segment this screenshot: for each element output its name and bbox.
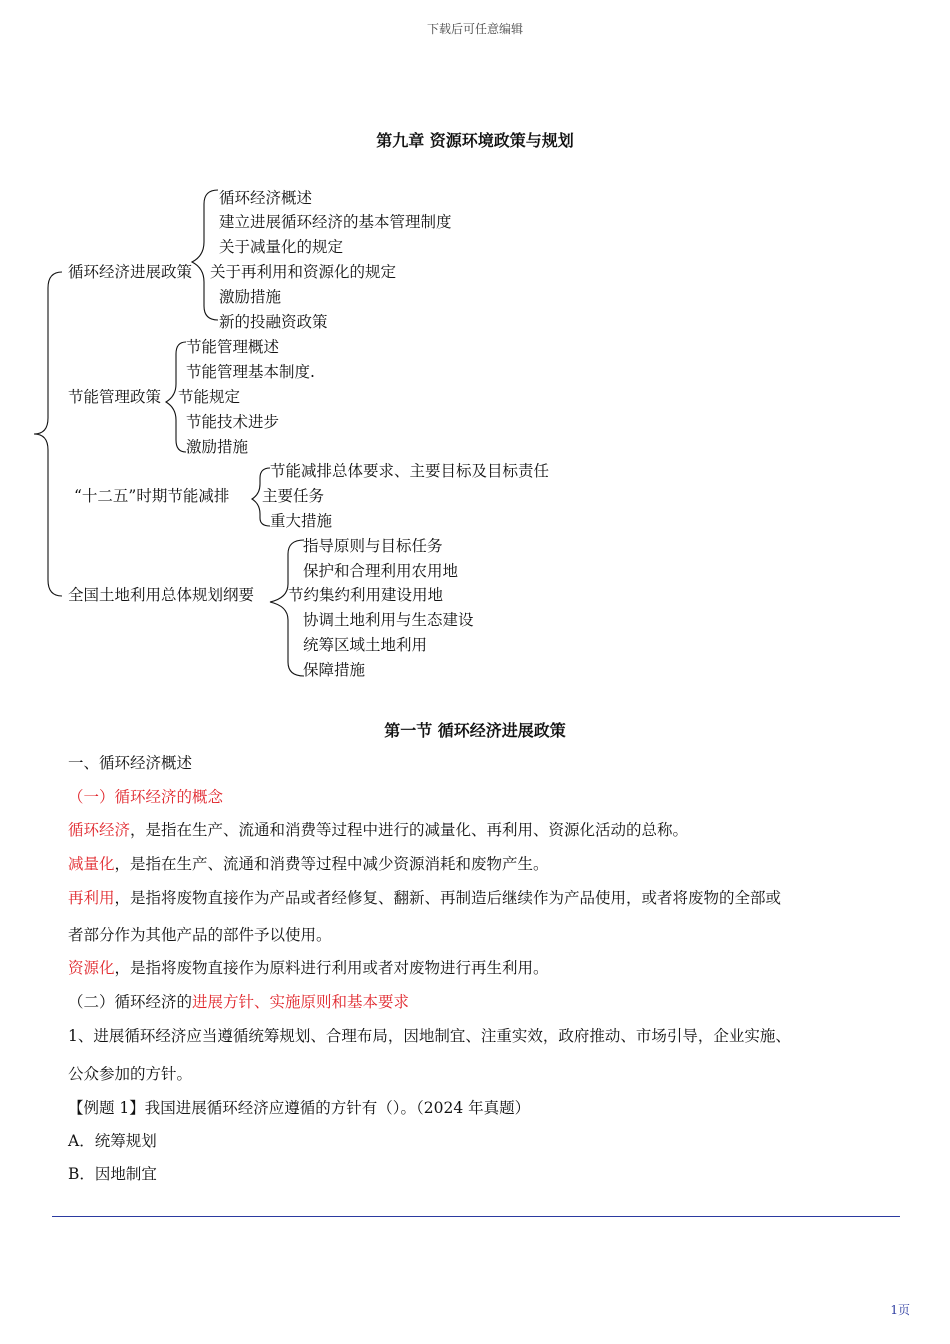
definition-reduction bbox=[68, 854, 549, 874]
group1-brace bbox=[192, 190, 218, 320]
tree-group1-item: 循环经济概述 bbox=[219, 189, 313, 207]
tree-group3-label: “十二五”时期节能减排 bbox=[74, 487, 230, 505]
tree-group2-item: 节能技术进步 bbox=[186, 413, 280, 431]
tree-group1-label: 循环经济进展政策 bbox=[68, 263, 193, 281]
main-brace bbox=[34, 272, 62, 596]
header-note: 下载后可任意编辑 bbox=[426, 22, 523, 36]
tree-group2-item: 节能管理概述 bbox=[186, 338, 280, 356]
tree-group3-item: 主要任务 bbox=[262, 487, 325, 505]
tree-group1-item: 关于减量化的规定 bbox=[219, 238, 344, 256]
definition-circular-economy bbox=[68, 820, 688, 840]
tree-group1-item: 建立进展循环经济的基本管理制度 bbox=[219, 213, 452, 231]
term: 资源化 bbox=[68, 959, 115, 977]
tree-group4-label: 全国土地利用总体规划纲要 bbox=[68, 586, 255, 604]
tree-group2-item: 节能规定 bbox=[178, 388, 241, 406]
term: 再利用 bbox=[68, 889, 115, 907]
tree-group3-item: 节能减排总体要求、主要目标及目标责任 bbox=[270, 462, 550, 480]
tree-group2-item: 节能管理基本制度. bbox=[186, 363, 315, 381]
definition-reuse bbox=[68, 888, 781, 908]
definition-text: ，是指在生产、流通和消费等过程中减少资源消耗和废物产生。 bbox=[114, 855, 549, 873]
option-a: A．统筹规划 bbox=[68, 1132, 157, 1150]
group4-brace bbox=[270, 540, 304, 676]
tree-group4-item: 保障措施 bbox=[303, 661, 366, 679]
chapter-title: 第九章 资源环境政策与规划 bbox=[376, 131, 574, 150]
section-title: 第一节 循环经济进展政策 bbox=[384, 721, 566, 740]
tree-group1-item: 新的投融资政策 bbox=[219, 313, 328, 331]
option-b: B．因地制宜 bbox=[68, 1165, 157, 1183]
tree-group4-item: 协调土地利用与生态建设 bbox=[303, 611, 474, 629]
term: 循环经济 bbox=[68, 821, 131, 839]
heading-highlight: 进展方针、实施原则和基本要求 bbox=[192, 993, 410, 1011]
definition-reuse-continued: 者部分作为其他产品的部件予以使用。 bbox=[68, 926, 332, 944]
tree-group1-item: 激励措施 bbox=[219, 288, 282, 306]
heading-1: 一、循环经济概述 bbox=[68, 754, 193, 772]
tree-group1-item: 关于再利用和资源化的规定 bbox=[210, 263, 397, 281]
example-question: 【例题 1】我国进展循环经济应遵循的方针有（）。（2024 年真题） bbox=[68, 1099, 531, 1117]
footer-rule bbox=[52, 1216, 900, 1217]
definition-text: ，是指将废物直接作为产品或者经修复、翻新、再制造后继续作为产品使用，或者将废物的全部或 bbox=[114, 889, 782, 907]
definition-text: ，是指在生产、流通和消费等过程中进行的减量化、再利用、资源化活动的总称。 bbox=[130, 821, 689, 839]
tree-group4-item: 指导原则与目标任务 bbox=[303, 537, 443, 555]
tree-group4-item: 节约集约利用建设用地 bbox=[288, 586, 444, 604]
tree-group2-label: 节能管理政策 bbox=[68, 388, 162, 406]
tree-group3-item: 重大措施 bbox=[270, 512, 333, 530]
paragraph-1: 1、进展循环经济应当遵循统筹规划、合理布局，因地制宜、注重实效，政府推动、市场引导，企业实施、 bbox=[68, 1027, 791, 1045]
definition-text: ，是指将废物直接作为原料进行利用或者对废物进行再生利用。 bbox=[114, 959, 549, 977]
heading-1-1: （一）循环经济的概念 bbox=[68, 788, 224, 806]
heading-prefix: （二）循环经济的 bbox=[68, 993, 193, 1011]
tree-group2-item: 激励措施 bbox=[186, 438, 249, 456]
tree-group4-item: 统筹区域土地利用 bbox=[303, 636, 428, 654]
definition-recycling bbox=[68, 958, 549, 978]
term: 减量化 bbox=[68, 855, 115, 873]
page-number: 1页 bbox=[890, 1303, 910, 1317]
tree-group4-item: 保护和合理利用农用地 bbox=[303, 562, 459, 580]
paragraph-1-continued: 公众参加的方针。 bbox=[68, 1065, 193, 1083]
heading-1-2 bbox=[68, 992, 409, 1012]
